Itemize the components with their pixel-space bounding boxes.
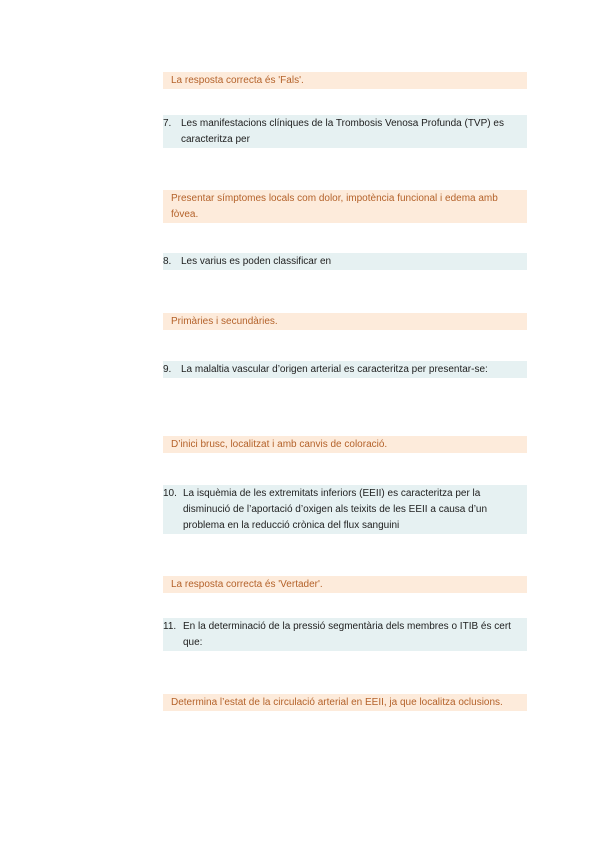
question-text: En la determinació de la pressió segmentària dels membres o ITIB és cert que: — [183, 621, 511, 648]
question-11 — [163, 618, 527, 651]
answer-text: Primàries i secundàries. — [171, 316, 278, 327]
question-text: La malaltia vascular d’origen arterial es caracteritza per presentar-se: — [181, 364, 488, 375]
question-number: 11. — [163, 621, 177, 632]
question-text: Les varius es poden classificar en — [181, 256, 332, 267]
question-10 — [163, 485, 527, 534]
answer-text: La resposta correcta és 'Fals'. — [171, 75, 304, 86]
question-8 — [163, 253, 527, 270]
answer-7 — [163, 190, 527, 223]
answer-6 — [163, 72, 527, 89]
answer-text: Determina l’estat de la circulació arterial en EEII, ja que localitza oclusions. — [171, 697, 503, 708]
answer-9 — [163, 436, 527, 453]
question-text: La isquèmia de les extremitats inferiors (EEII) es caracteritza per la disminució de l’aportació d’oxigen als teixits de les EEII a causa d’un problema en la reducció crònica del flux sanguini — [183, 488, 488, 531]
question-number: 7. — [163, 118, 172, 129]
answer-8 — [163, 313, 527, 330]
answer-10 — [163, 576, 527, 593]
answer-text: Presentar símptomes locals com dolor, impotència funcional i edema amb fòvea. — [171, 193, 498, 220]
question-number: 9. — [163, 364, 172, 375]
answer-11 — [163, 694, 527, 711]
question-text: Les manifestacions clíniques de la Trombosis Venosa Profunda (TVP) es caracteritza per — [181, 118, 504, 145]
question-number: 10. — [163, 488, 177, 499]
question-9 — [163, 361, 527, 378]
answer-text: La resposta correcta és 'Vertader'. — [171, 579, 323, 590]
question-number: 8. — [163, 256, 172, 267]
question-7 — [163, 115, 527, 148]
answer-text: D’inici brusc, localitzat i amb canvis de coloració. — [171, 439, 388, 450]
